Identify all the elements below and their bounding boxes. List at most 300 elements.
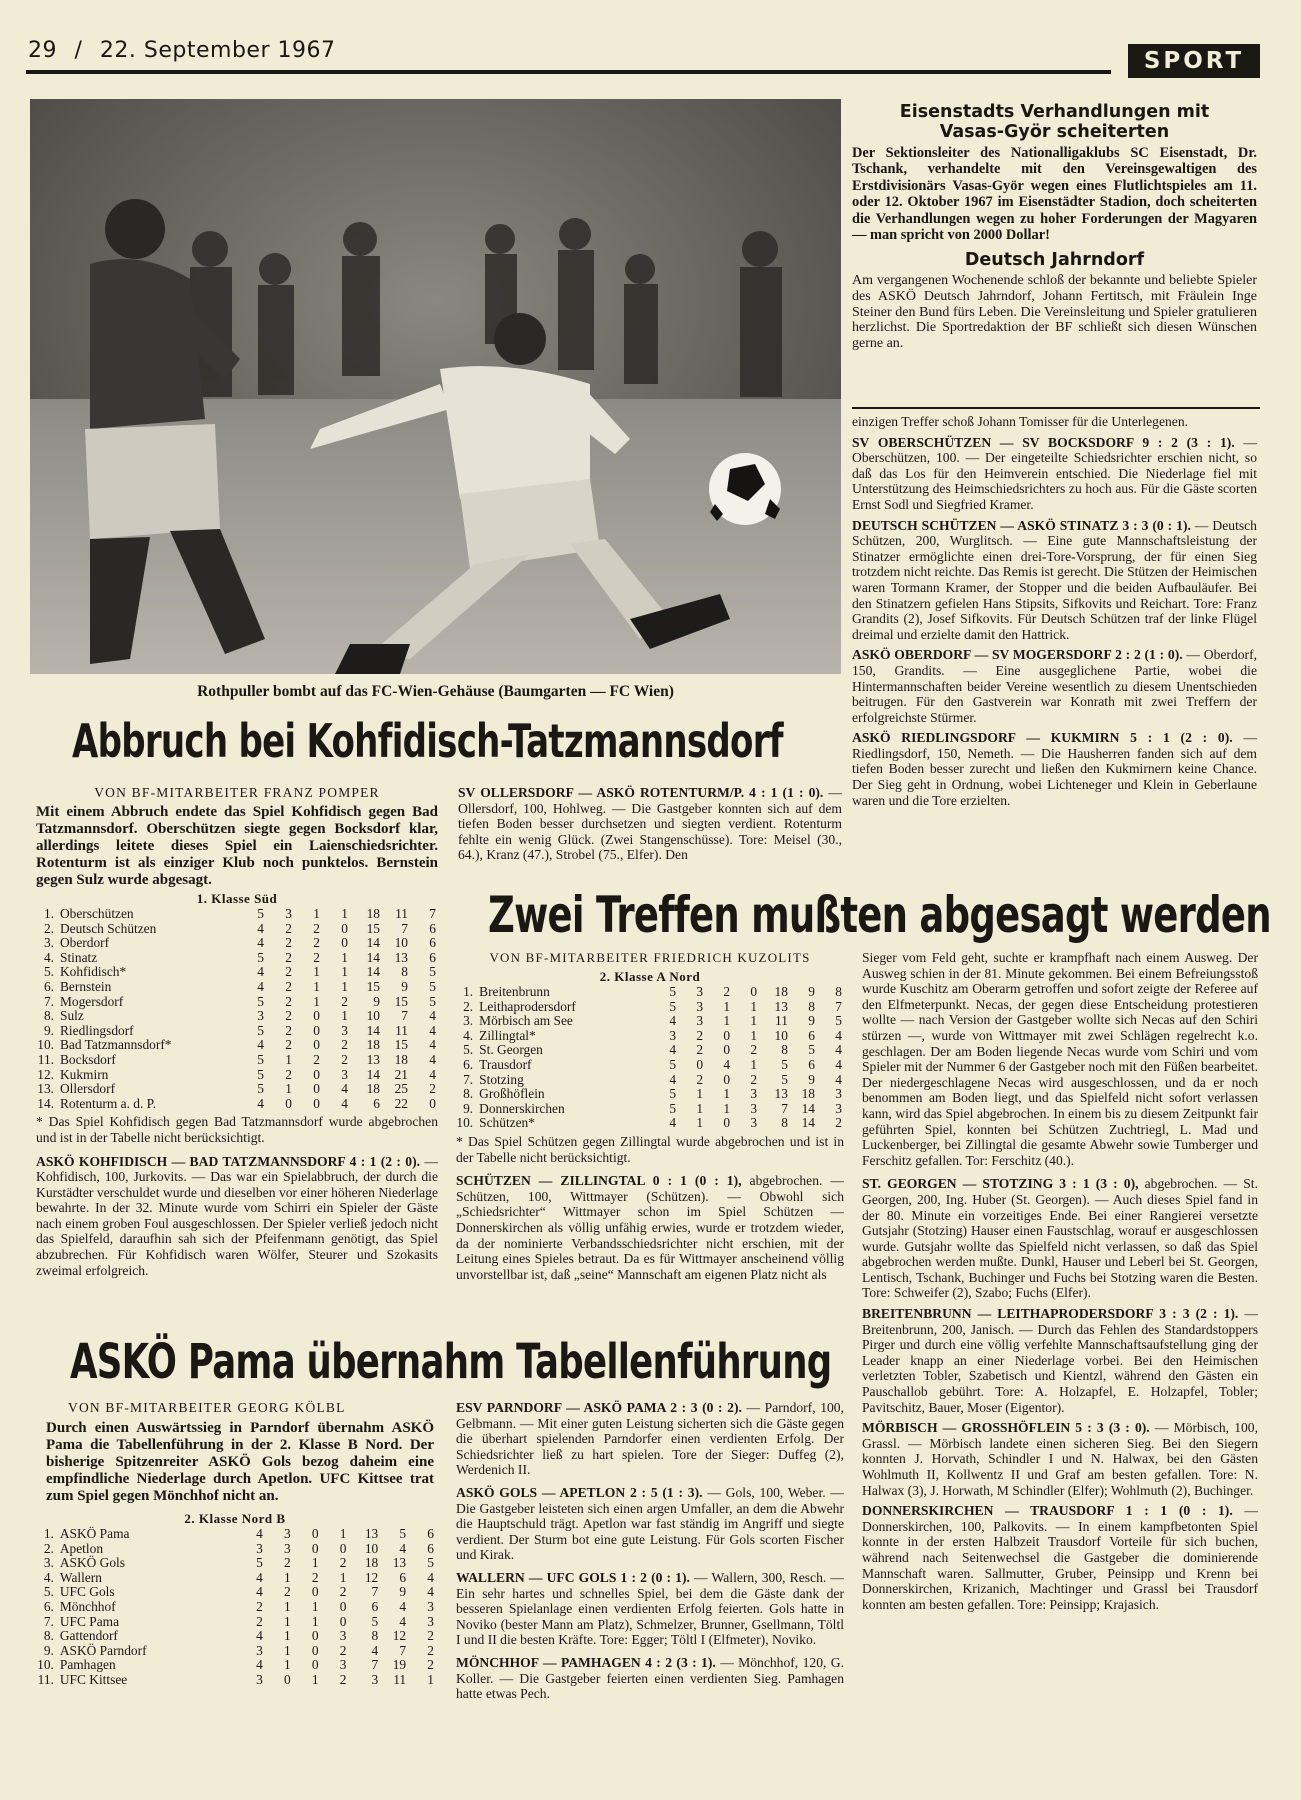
team-cell: Zillingtal* <box>479 1027 536 1043</box>
stat-cell: 2 <box>339 1584 347 1600</box>
table-row <box>456 1116 842 1131</box>
stat-cell: 1 <box>427 1671 434 1687</box>
stat-cell: 14 <box>366 1022 380 1038</box>
stat-cell: 0 <box>311 1657 319 1673</box>
rank-cell: 10. <box>456 1115 474 1131</box>
stat-cell: 4 <box>835 1071 842 1087</box>
photo-illustration <box>30 99 841 674</box>
stat-cell: 13 <box>394 949 408 965</box>
report-kohfidisch-head: ASKÖ KOHFIDISCH — BAD TATZMANNSDORF 4 : 1 (2 : 0). <box>36 1153 421 1169</box>
stat-cell: 10 <box>364 1540 379 1556</box>
stat-cell: 6 <box>373 1095 380 1111</box>
stat-cell: 7 <box>401 1008 408 1024</box>
pama-lead: Durch einen Auswärtssieg in Parndorf übernahm ASKÖ Pama die Tabellenführung in der 2. Klasse B Nord. Der bisherige Spitzenreiter ASKÖ Gols bezog daheim eine empfindliche Niederlage durch Apetlon. UFC Kittsee trat zum Spiel gegen Mönchhof nicht an. <box>46 1420 434 1504</box>
stat-cell: 0 <box>341 935 348 951</box>
stat-cell: 5 <box>429 978 436 994</box>
report-donnerskirchen-text: — Donnerskirchen, 100, Palkovits. — In einem kampfbetonten Spiel konnte in der ersten Halbzeit Trausdorf Vorteile für sich buchen, während nach Seitenwechsel die Gastgeber die dominierende Mannschaft waren. Sallmutter, Gruber, Peinsipp und Krenn bei Donnerskirchen, Krizanich, Machtinger und Grassl bei Trausdorf konnten am besten gefallen. Tore: Peinsipp; Krajasich. <box>862 1503 1258 1612</box>
stat-cell: 0 <box>339 1540 347 1556</box>
table-row <box>456 1014 842 1029</box>
stat-cell: 1 <box>339 1526 347 1541</box>
table-note-a-nord: * Das Spiel Schützen gegen Zillingtal wurde abgebrochen und ist in der Tabelle nicht berücksichtigt. <box>456 1133 844 1165</box>
stat-cell: 1 <box>284 1569 291 1585</box>
stat-cell: 2 <box>285 935 292 951</box>
report-st-georgen-head: ST. GEORGEN — STOTZING 3 : 1 (3 : 0), <box>862 1176 1139 1192</box>
stat-cell: 5 <box>256 1555 263 1571</box>
eisenstadt-title-2: Vasas-Györ scheiterten <box>939 122 1170 142</box>
team-cell: Mönchhof <box>59 1598 116 1614</box>
stat-cell: 3 <box>750 1115 758 1131</box>
report-donnerskirchen <box>862 1503 1258 1612</box>
stat-cell: 22 <box>394 1095 408 1111</box>
stat-cell: 1 <box>284 1613 291 1629</box>
team-cell: Wallern <box>59 1569 102 1585</box>
team-cell: Oberschützen <box>60 906 134 921</box>
headline-zwei-treffen: Zwei Treffen mußten abgesagt werden <box>488 886 1271 944</box>
team-cell: Oberdorf <box>60 935 110 951</box>
rank-cell: 6. <box>463 1056 474 1072</box>
stat-cell: 3 <box>256 1540 263 1556</box>
stat-cell: 2 <box>696 1027 704 1043</box>
stat-cell: 2 <box>339 1671 347 1687</box>
table-row <box>36 1600 434 1615</box>
table-row <box>36 1009 436 1024</box>
stat-cell: 5 <box>781 1071 788 1087</box>
stat-cell: 3 <box>696 984 704 999</box>
headline-pama: ASKÖ Pama übernahm Tabellenführung <box>70 1334 832 1390</box>
stat-cell: 1 <box>750 1027 758 1043</box>
rank-cell: 3. <box>43 1555 54 1571</box>
stat-cell: 13 <box>364 1526 379 1541</box>
table-row <box>36 907 436 922</box>
report-schuetzen <box>456 1173 844 1282</box>
team-cell: Mörbisch am See <box>479 1013 573 1029</box>
stat-cell: 1 <box>341 978 348 994</box>
rank-cell: 3. <box>43 935 54 951</box>
byline-koelbl: VON BF-MITARBEITER GEORG KÖLBL <box>68 1400 346 1415</box>
rank-cell: 3. <box>463 1013 474 1029</box>
table-row <box>36 1629 434 1644</box>
rank-cell: 12. <box>37 1066 54 1082</box>
stat-cell: 11 <box>395 906 408 921</box>
rank-cell: 9. <box>43 1642 54 1658</box>
stat-cell: 0 <box>313 1081 320 1097</box>
stat-cell: 2 <box>285 920 292 936</box>
report-parndorf-head: ESV PARNDORF — ASKÖ PAMA 2 : 3 (0 : 2). <box>456 1400 742 1415</box>
stat-cell: 4 <box>256 1657 263 1673</box>
stat-cell: 9 <box>399 1584 407 1600</box>
stat-cell: 4 <box>835 1056 842 1072</box>
stat-cell: 1 <box>723 1086 731 1102</box>
rank-cell: 14. <box>37 1095 54 1111</box>
stat-cell: 0 <box>723 1027 731 1043</box>
rank-cell: 4. <box>43 949 54 965</box>
right-intro: einzigen Treffer schoß Johann Tomisser für die Unterlegenen. <box>852 414 1189 429</box>
stat-cell: 5 <box>781 1056 788 1072</box>
rank-cell: 5. <box>43 964 54 980</box>
report-gols-head: ASKÖ GOLS — APETLON 2 : 5 (1 : 3). <box>456 1484 703 1500</box>
stat-cell: 7 <box>429 906 436 921</box>
table-row <box>36 1585 434 1600</box>
stat-cell: 2 <box>429 1081 436 1097</box>
team-cell: ASKÖ Parndorf <box>59 1642 147 1658</box>
stat-cell: 3 <box>696 998 704 1014</box>
report-st-georgen-text: abgebrochen. — St. Georgen, 200, Ing. Huber (St. Georgen). — Auch dieses Spiel fand in der 80. Minute ein vorzeitiges Ende. Bei einer Rangierei versetzte Gutsjahr (Stotzing) Hauser einen Faustschlag, worauf er ausgeschlossen wurde. Gutsjahr wollte das Spielfeld nicht verlassen, so daß das Spiel abgebrochen werden mußte. Dunkl, Hauser und Leberl bei St. Georgen, Lentisch, Tschank, Buchinger und Fuchs bei Stotzing waren die Besten. Tore: Schweifer (2), Szabo; Fuchs (Elfer). <box>862 1176 1258 1301</box>
photo-caption: Rothpuller bombt auf das FC-Wien-Gehäuse (Baumgarten — FC Wien) <box>197 683 674 700</box>
stat-cell: 14 <box>366 964 380 980</box>
stat-cell: 6 <box>808 1027 815 1043</box>
stat-cell: 3 <box>341 1066 348 1082</box>
stat-cell: 5 <box>429 993 436 1009</box>
stat-cell: 0 <box>723 1042 731 1058</box>
team-cell: Sulz <box>60 1008 84 1024</box>
stat-cell: 1 <box>311 1671 319 1687</box>
league-table-sued <box>36 907 436 1111</box>
stat-cell: 3 <box>427 1598 434 1614</box>
report-ollersdorf-text: — Ollersdorf, 100, Hohlweg. — Die Gastgeber konnten sich auf dem tiefen Boden besser durchsetzen und siegten verdient. Rotenturm fehlte ein wenig Glück. (Zwei Stangenschüsse). Tore: Meisel (30., 64.), Kranz (47.), Strobel (75., Elfer). Den <box>458 785 842 863</box>
stat-cell: 1 <box>284 1642 291 1658</box>
stat-cell: 3 <box>256 1642 263 1658</box>
report-moenchhof-head: MÖNCHHOF — PAMHAGEN 4 : 2 (3 : 1). <box>456 1654 716 1670</box>
stat-cell: 1 <box>723 998 731 1014</box>
report-wallern <box>456 1570 844 1648</box>
header-rule <box>26 70 1111 74</box>
eisenstadt-text: Der Sektionsleiter des Nationalligaklubs SC Eisenstadt, Dr. Tschank, verhandelte mit den Vereinsgewaltigen des Erstdivisionärs Vasas-Györ wegen eines Flutlichtspieles am 11. oder 12. Oktober 1967 im Eisenstädter Stadion, doch scheiterten die Verhandlungen wegen zu hoher Forderungen der Magyaren — man spricht von 2000 Dollar! <box>852 145 1257 244</box>
stat-cell: 1 <box>750 1013 758 1029</box>
table-row <box>36 936 436 951</box>
stat-cell: 0 <box>284 1671 291 1687</box>
stat-cell: 3 <box>427 1613 434 1629</box>
stat-cell: 15 <box>394 993 408 1009</box>
stat-cell: 2 <box>256 1598 263 1614</box>
stat-cell: 1 <box>723 1100 731 1116</box>
stat-cell: 4 <box>835 1027 842 1043</box>
report-schuetzen-text: abgebrochen. — Schützen, 100, Wittmayer (Schützen). — Obwohl sich „Schiedsrichter“ Wittmayer schon im Spiel Schützen — Donnerskirchen als völlig unfähig erwies, wurde er trotzdem wieder, da der nominierte Verbandsschiedsrichter nicht erschien, mit der Leitung eines Spieles betraut. Da es für Wittmayer anscheinend völlig unvorstellbar ist, daß „seine“ Mannschaft am eigenen Platz nicht als <box>456 1173 844 1282</box>
stat-cell: 1 <box>284 1598 291 1614</box>
stat-cell: 6 <box>427 1526 434 1541</box>
team-cell: UFC Pama <box>59 1613 120 1629</box>
table-row <box>456 1087 842 1102</box>
stat-cell: 2 <box>427 1628 434 1644</box>
stat-cell: 2 <box>313 935 320 951</box>
report-wallern-head: WALLERN — UFC GOLS 1 : 2 (0 : 1). <box>456 1569 690 1585</box>
stat-cell: 2 <box>750 1071 758 1087</box>
stat-cell: 2 <box>696 1071 704 1087</box>
rank-cell: 5. <box>43 1584 54 1600</box>
rank-cell: 7. <box>43 1613 54 1629</box>
stat-cell: 11 <box>775 1013 788 1029</box>
stat-cell: 10 <box>774 1027 788 1043</box>
stat-cell: 13 <box>774 998 788 1014</box>
stat-cell: 2 <box>341 993 348 1009</box>
stat-cell: 3 <box>284 1526 291 1541</box>
eisenstadt-title-1: Eisenstadts Verhandlungen mit <box>899 102 1210 122</box>
stat-cell: 0 <box>311 1526 319 1541</box>
stat-cell: 2 <box>427 1657 434 1673</box>
report-oberdorf-text: — Oberdorf, 150, Grandits. — Eine ausgeglichene Partie, wobei die Hintermannschaften beider Vereine wesentlich zu diesem Unentschieden beitrugen. Für den Gastverein war Konrath mit zwei Treffern der erfolgreichste Stürmer. <box>852 647 1257 725</box>
stat-cell: 2 <box>339 1555 347 1571</box>
stat-cell: 2 <box>339 1642 347 1658</box>
table-row <box>456 1000 842 1015</box>
stat-cell: 3 <box>339 1628 347 1644</box>
stat-cell: 14 <box>801 1100 815 1116</box>
stat-cell: 0 <box>311 1540 319 1556</box>
stat-cell: 5 <box>669 1086 677 1102</box>
stat-cell: 8 <box>371 1628 379 1644</box>
rank-cell: 5. <box>463 1042 474 1058</box>
stat-cell: 12 <box>364 1569 379 1585</box>
report-ollersdorf-head: SV OLLERSDORF — ASKÖ ROTENTURM/P. 4 : 1 (1 : 0). <box>458 785 824 800</box>
stat-cell: 15 <box>394 1037 408 1053</box>
article-right-upper <box>852 414 1257 808</box>
report-moerbisch-head: MÖRBISCH — GROSSHÖFLEIN 5 : 3 (3 : 0). <box>862 1420 1150 1436</box>
team-cell: Gattendorf <box>59 1628 118 1644</box>
team-cell: Bad Tatzmannsdorf* <box>60 1037 172 1053</box>
stat-cell: 3 <box>835 1086 842 1102</box>
stat-cell: 7 <box>835 998 842 1014</box>
stat-cell: 14 <box>366 949 380 965</box>
stat-cell: 0 <box>311 1642 319 1658</box>
team-cell: Großhöflein <box>479 1086 545 1102</box>
jahrndorf-title: Deutsch Jahrndorf <box>964 250 1145 271</box>
stat-cell: 0 <box>339 1613 347 1629</box>
table-row <box>456 985 842 1000</box>
stat-cell: 4 <box>669 1013 677 1029</box>
stat-cell: 9 <box>401 978 408 994</box>
team-cell: Leithaprodersdorf <box>479 998 576 1014</box>
stat-cell: 8 <box>808 998 815 1014</box>
stat-cell: 4 <box>399 1598 407 1614</box>
byline-kuzolits: VON BF-MITARBEITER FRIEDRICH KUZOLITS <box>489 950 811 965</box>
article-abbruch <box>36 785 438 1278</box>
stat-cell: 3 <box>341 1022 348 1038</box>
table-row <box>456 1058 842 1073</box>
stat-cell: 0 <box>285 1095 292 1111</box>
team-cell: Stotzing <box>479 1071 524 1087</box>
stat-cell: 4 <box>429 1051 436 1067</box>
team-cell: Riedlingsdorf <box>60 1022 134 1038</box>
report-moerbisch-text: — Mörbisch, 100, Grassl. — Mörbisch landete einen sicheren Sieg. Bei den Siegern konnten J. Horvath, Schindler I und N. Halwax, bei den Gästen Wohlmuth II, Kollwentz II und Graf am besten gefallen. Tore: N. Halwax (3), J. Horwath, M Schindler (Elfer); Wohlmuth (2), Buchinger. <box>862 1420 1259 1498</box>
table-row <box>36 1615 434 1630</box>
table-row <box>36 995 436 1010</box>
stat-cell: 5 <box>257 1066 264 1082</box>
stat-cell: 6 <box>371 1598 379 1614</box>
stat-cell: 0 <box>313 1095 320 1111</box>
stat-cell: 14 <box>801 1115 815 1131</box>
stat-cell: 4 <box>669 1042 677 1058</box>
stat-cell: 18 <box>394 1051 408 1067</box>
date-separator: / <box>74 38 83 63</box>
stat-cell: 2 <box>284 1555 291 1571</box>
stat-cell: 7 <box>401 920 408 936</box>
rank-cell: 4. <box>463 1027 474 1043</box>
table-title-a-nord: 2. Klasse A Nord <box>599 969 701 984</box>
team-cell: Apetlon <box>59 1540 104 1556</box>
rank-cell: 8. <box>463 1086 474 1102</box>
report-deutsch-schuetzen-text: — Deutsch Schützen, 200, Wurglitsch. — Eine gute Mannschaftsleistung der Stinatzer ermöglichte einen drei-Tore-Vorsprung, der für einen Sieg trotzdem nicht reichte. Das Remis ist gerecht. Die Stützen der Heimischen waren Tormann Kramer, der Stopper und die beiden Aufbauläufer. Bei den Stinatzern gefielen Hans Stipsits, Sifkovits und Reichart. Tore: Franz Grandits (2), Josef Sifkovits. Für Deutsch Schützen traf der linke Flügel dreimal und erzielte damit den Hattrick. <box>852 517 1257 642</box>
stat-cell: 7 <box>371 1657 379 1673</box>
stat-cell: 6 <box>808 1056 815 1072</box>
report-donnerskirchen-head: DONNERSKIRCHEN — TRAUSDORF 1 : 1 (0 : 1). <box>862 1503 1233 1519</box>
page-date-line <box>28 38 336 63</box>
stat-cell: 4 <box>427 1584 434 1600</box>
stat-cell: 4 <box>256 1526 263 1541</box>
stat-cell: 5 <box>257 1051 264 1067</box>
team-cell: Mogersdorf <box>60 993 124 1009</box>
stat-cell: 5 <box>427 1555 434 1571</box>
stat-cell: 18 <box>801 1086 815 1102</box>
rank-cell: 8. <box>43 1008 54 1024</box>
team-cell: Trausdorf <box>479 1056 532 1072</box>
report-riedlingsdorf-head: ASKÖ RIEDLINGSDORF — KUKMIRN 5 : 1 (2 : 0). <box>852 730 1233 746</box>
stat-cell: 5 <box>371 1613 379 1629</box>
report-oberdorf <box>852 647 1257 725</box>
team-cell: ASKÖ Gols <box>59 1555 125 1571</box>
stat-cell: 3 <box>750 1100 758 1116</box>
stat-cell: 1 <box>313 906 320 921</box>
stat-cell: 10 <box>394 935 408 951</box>
stat-cell: 5 <box>429 964 436 980</box>
team-cell: Bernstein <box>60 978 112 994</box>
report-gols <box>456 1485 844 1563</box>
stat-cell: 1 <box>311 1555 319 1571</box>
stat-cell: 19 <box>392 1657 407 1673</box>
stat-cell: 4 <box>341 1095 348 1111</box>
table-row <box>456 1043 842 1058</box>
stat-cell: 5 <box>669 1056 677 1072</box>
stat-cell: 2 <box>341 1037 348 1053</box>
rank-cell: 1. <box>463 984 474 999</box>
report-breitenbrunn-text: — Breitenbrunn, 200, Janisch. — Durch das Fehlen des Standardstoppers Pirger und durch eine völlig verfehlte Mannschaftsaufstellung ging der Leader knapp an einer Niederlage vorbei. Bei den Heimischen verletzten Tobler, Szabetisch und Kientzl, während den Gästen ein Pauschallob gebührt. Tore: A. Holzapfel, E. Holzapfel, Tobler; Pavitschitz, Bauer, Moser (Eigentor). <box>862 1306 1258 1415</box>
table-title-nord-b: 2. Klasse Nord B <box>184 1511 286 1526</box>
stat-cell: 4 <box>427 1569 434 1585</box>
stat-cell: 3 <box>669 1027 677 1043</box>
stat-cell: 14 <box>366 1066 380 1082</box>
rank-cell: 1. <box>43 1526 54 1541</box>
stat-cell: 5 <box>835 1013 842 1029</box>
stat-cell: 2 <box>835 1115 842 1131</box>
stat-cell: 7 <box>371 1584 379 1600</box>
team-cell: UFC Kittsee <box>59 1671 128 1687</box>
stat-cell: 4 <box>256 1584 263 1600</box>
stat-cell: 1 <box>750 1056 758 1072</box>
table-row <box>36 1097 436 1112</box>
stat-cell: 4 <box>429 1037 436 1053</box>
stat-cell: 3 <box>257 1008 264 1024</box>
stat-cell: 11 <box>395 1022 408 1038</box>
table-row <box>36 922 436 937</box>
team-cell: Kukmirn <box>60 1066 109 1082</box>
stat-cell: 3 <box>339 1657 347 1673</box>
stat-cell: 1 <box>341 1008 348 1024</box>
stat-cell: 12 <box>392 1628 407 1644</box>
table-row <box>36 1024 436 1039</box>
stat-cell: 1 <box>284 1628 291 1644</box>
stat-cell: 6 <box>429 920 436 936</box>
table-row <box>36 1082 436 1097</box>
stat-cell: 3 <box>750 1086 758 1102</box>
stat-cell: 2 <box>723 984 731 999</box>
rank-cell: 7. <box>43 993 54 1009</box>
report-moenchhof <box>456 1655 844 1702</box>
team-cell: Rotenturm a. d. P. <box>60 1095 156 1111</box>
stat-cell: 5 <box>669 1100 677 1116</box>
stat-cell: 4 <box>399 1613 407 1629</box>
report-parndorf-text: — Parndorf, 100, Gelbmann. — Mit einer guten Leistung sicherten sich die Gäste gegen die überhart spielenden Parndorfer einen verdienten Erfolg. Der Schiedsrichter ließ zu hart spielen. Tore der Sieger: Duffeg (2), Werdenich II. <box>456 1400 844 1478</box>
team-cell: Deutsch Schützen <box>60 920 157 936</box>
stat-cell: 2 <box>313 1051 320 1067</box>
stat-cell: 0 <box>429 1095 436 1111</box>
league-table-nord-b <box>36 1527 434 1688</box>
stat-cell: 1 <box>750 998 758 1014</box>
stat-cell: 0 <box>750 984 758 999</box>
table-row <box>36 980 436 995</box>
table-row <box>36 1658 434 1673</box>
rank-cell: 11. <box>37 1671 54 1687</box>
stat-cell: 4 <box>257 964 264 980</box>
article-pama <box>36 1400 434 1688</box>
rank-cell: 9. <box>43 1022 54 1038</box>
stat-cell: 8 <box>835 984 842 999</box>
rank-cell: 10. <box>37 1037 54 1053</box>
stat-cell: 3 <box>284 1540 291 1556</box>
rank-cell: 13. <box>37 1081 54 1097</box>
stat-cell: 9 <box>373 993 380 1009</box>
schuetzen-continuation: Sieger vom Feld geht, suchte er krampfhaft nach einem Ausweg. Der Ausweg schien in der 81. Minute gekommen. Bei einem Befreiungsstoß wurde Kuschitz am Oberarm getroffen und sofort zeigte der Referee auf den Elfmeterpunkt. Necas, der gegen diese Entscheidung protestieren wollte — nach Version der Gastgeber wollte sich Necas auf den Schiri stürzen —, wurde von Wittmayer mit zwei Schlägen regelrecht k.o. geschlagen. Der am Boden liegende Necas wurde vom Schiri und vom Spieler mit der Nummer 6 der Gastgeber noch mit den Füßen bearbeitet. Der niedergeschlagene Necas wird ausgeschlossen, und da er noch benommen am Boden liegt, und das Spielfeld nicht sofort verlassen kann, wird das Spiel abgebrochen. In einem bis zu diesem Zeitpunkt fair geführten Spiel, konnten bei Schützen Zuchtriegl, L. Mad und Luckenberger, bei Zillingtal die gesamte Abwehr sowie Tumberger und Ferschitz gefallen. Tor: Ferschitz (40.). <box>862 950 1258 1168</box>
stat-cell: 3 <box>256 1671 263 1687</box>
table-row <box>36 951 436 966</box>
report-oberschuetzen-head: SV OBERSCHÜTZEN — SV BOCKSDORF 9 : 2 (3 : 1). <box>852 434 1235 450</box>
article-zwei-treffen-cont <box>862 950 1258 1612</box>
team-cell: Schützen* <box>479 1115 535 1131</box>
stat-cell: 5 <box>257 1081 264 1097</box>
rank-cell: 9. <box>463 1100 474 1116</box>
stat-cell: 18 <box>366 1081 380 1097</box>
stat-cell: 4 <box>341 1081 348 1097</box>
rank-cell: 7. <box>463 1071 474 1087</box>
report-st-georgen <box>862 1176 1258 1301</box>
rank-cell: 2. <box>43 1540 54 1556</box>
table-row <box>36 1527 434 1542</box>
report-wallern-text: — Wallern, 300, Resch. — Ein sehr hartes und schnelles Spiel, bei dem die Gäste dank der besseren Spielanlage einen verdienten Erfolg feierten. Gols hatte in Noviko (bester Mann am Platz), Schmelzer, Brunner, Gsellmann, Töltl I und II die besten Kräfte. Tore: Egger; Töltl I (Elfmeter), Noviko. <box>456 1569 844 1648</box>
stat-cell: 13 <box>366 1051 380 1067</box>
stat-cell: 15 <box>366 920 380 936</box>
stat-cell: 2 <box>285 964 292 980</box>
issue-date: 22. September 1967 <box>99 38 336 63</box>
team-cell: Bocksdorf <box>60 1051 116 1067</box>
stat-cell: 18 <box>364 1555 379 1571</box>
stat-cell: 1 <box>313 964 320 980</box>
team-cell: ASKÖ Pama <box>59 1526 130 1541</box>
stat-cell: 2 <box>285 993 292 1009</box>
table-row <box>36 1673 434 1688</box>
stat-cell: 5 <box>257 906 264 921</box>
team-cell: Ollersdorf <box>60 1081 116 1097</box>
stat-cell: 15 <box>366 978 380 994</box>
stat-cell: 18 <box>774 984 788 999</box>
team-cell: Pamhagen <box>59 1657 116 1673</box>
table-row <box>36 1068 436 1083</box>
stat-cell: 1 <box>311 1613 319 1629</box>
stat-cell: 8 <box>781 1115 788 1131</box>
stat-cell: 0 <box>311 1628 319 1644</box>
report-kohfidisch <box>36 1154 438 1279</box>
stat-cell: 9 <box>808 984 815 999</box>
stat-cell: 3 <box>371 1671 379 1687</box>
stat-cell: 10 <box>366 1008 380 1024</box>
table-row <box>456 1029 842 1044</box>
table-row <box>36 1038 436 1053</box>
stat-cell: 4 <box>669 1071 677 1087</box>
